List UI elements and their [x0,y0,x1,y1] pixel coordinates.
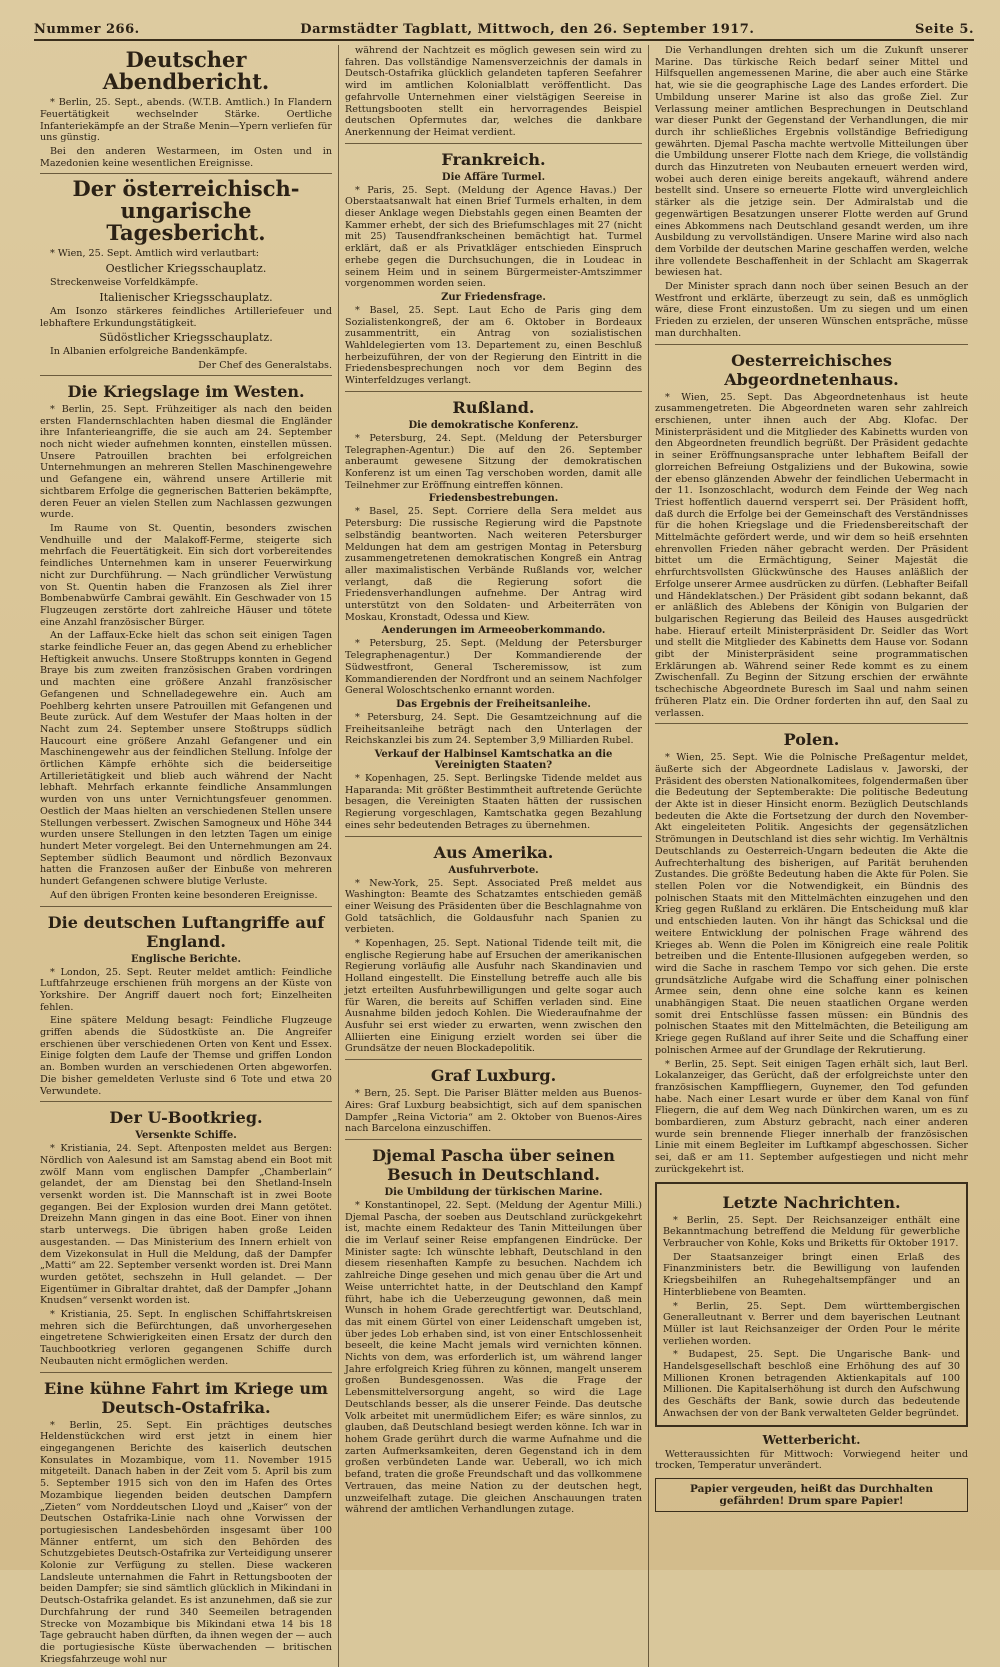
headline-luxburg: Graf Luxburg. [430,1066,557,1086]
article-text: * Basel, 25. Sept. Corriere della Sera meldet aus Petersburg: Die russische Regierung wird die Papstnote selbständig beantworten. Nach weiteren Petersburger Meldungen hat dem am gestrigen Montag in Petersburg zusammengetretenen demokratischen Kongreß ein Antrag aller maximalistischen Verbände Rußlands vor, welcher verlangt, daß die Regierung sofort die Friedensverhandlungen aufnehme. Der Antrag wird unterstützt von den Soldaten- und Arbeiterräten von Moskau, Kronstadt, Odessa und Kiew. [345,506,642,623]
headline-kuehne-fahrt: Eine kühne Fahrt im Kriege um Deutsch-Ostafrika. [44,1378,328,1417]
headline-oesterreich: Der österreichisch-ungarische Tagesbericht. [72,176,300,246]
article-text: * Bern, 25. Sept. Die Pariser Blätter melden aus Buenos-Aires: Graf Luxburg beabsichtigt, sich auf dem spanischen Dampfer „Reina Victoria“ am 2. Oktober von Buenos-Aires nach Barcelona einzuschiffen. [345,1088,642,1135]
headline-abendbericht: Deutscher Abendbericht. [102,47,270,95]
issue-number: Nummer 266. [34,22,140,37]
headline-amerika: Aus Amerika. [433,842,554,862]
article-text: Im Raume von St. Quentin, besonders zwischen Vendhuille und der Malakoff-Ferme, steigerte sich mehrfach die Feuertätigkeit. Ein sich dort vorbereitendes feindliches Unternehmen kam in unserer Feuerwirkung nicht zur Durchführung. — Nach gründlicher Verwüstung von St. Quentin haben die Franzosen als Ziel ihrer Bombenabwürfe Cambrai gewählt. Ein Geschwader von 15 Flugzeugen zerstörte dort zahlreiche Häuser und tötete eine Anzahl französischer Bürger. [40,523,332,628]
article-text: Der Minister sprach dann noch über seinen Besuch an der Westfront und erklärte, überzeugt zu sein, daß es unmöglich wäre, diese Front einzustoßen. Um zu siegen und um einen Frieden zu erzielen, der unseren Wünschen entspräche, müsse man durchhalten. [655,281,968,339]
article-text: * Basel, 25. Sept. Laut Echo de Paris ging dem Sozialistenkongreß, der am 6. Oktober in Bordeaux zusammentritt, ein Antrag von sozialistischen Wahldelegierten vom 13. Departement zu, einen Beschluß herbeizuführen, der von der Regierung den Eintritt in die Friedensbesprechungen noch vor dem Beginn des Winterfeldzuges verlangt. [345,304,642,387]
signature: Der Chef des Generalstabs. [198,359,332,371]
article-text: * Kristiania, 25. Sept. In englischen Schiffahrtskreisen mehren sich die Befürchtungen, daß unvorhergesehen eingetretene Schwierigkeiten einen Ersatz der durch den Tauchbootkrieg verloren gegangenen Schiffe durch Neubauten nicht ermöglichen werden. [40,1309,332,1367]
article-text: Die Verhandlungen drehten sich um die Zukunft unserer Marine. Das türkische Reich bedarf seiner Mittel und Hilfsquellen angemessenen Marine, die aber auch eine Stärke hat, wie sie die geographische Lage des Landes erfordert. Die Umbildung unserer Marine ist also das große Ziel. Zur Verlassung meiner amtlichen Besprechungen in Deutschland war dieser Punkt der Gegenstand der Verhandlungen, die mir durch ihr schließliches Ergebnis vollständige Befriedigung gewährten. Djemal Pascha machte wertvolle Mitteilungen über die Umbildung unserer Flotte nach dem Kriege, die vollständig durch das Hinzutreten von Neubauten erneuert werden wird, wobei auch deren einige bereits angekauft, während andere bestellt sind. Unsere so erneuerte Flotte wird unvergleichlich stärker als die jetzige sein. Der Admiralstab und die gegenwärtigen Besatzungen unserer Flotte werden auf Grund eines Abkommens nach Deutschland gesandt werden, um ihre Ausbildung zu vervollständigen. Unsere Marine wird also nach dem Vorbilde der deutschen Marine geschaffen werden, welche ihre vollendete Beschaffenheit in der Schlacht am Skagerrak bewiesen hat. [655,45,968,279]
article-text: * Berlin, 25. Sept. Seit einigen Tagen erhält sich, laut Berl. Lokalanzeiger, das Gerücht, daß der erfolgreichste unter den französischen Kampffliegern, Guynemer, den Tod gefunden habe. Nach einer Lesart wurde er über dem Kanal von fünf Fliegern, die auf dem Weg nach Dünkirchen waren, um es zu bombardieren, zum Absturz gebracht, nach einer anderen wurde sein brennende Flieger innerhalb der französischen Linie mit einem Begleiter im Luftkampf abgeschossen. Sicher sei, daß er am 11. September aufgestiegen und nicht mehr zurückgekehrt ist. [655,1058,968,1175]
headline-ubootkrieg: Der U-Bootkrieg. [109,1108,263,1128]
article-text: * Berlin, 25. Sept. Dem württembergischen Generalleutnant v. Berrer und dem bayerischen Leutnant Müller ist laut Reichsanzeiger der Orden Pour le mérite verliehen worden. [663,1300,960,1347]
subhead: Das Ergebnis der Freiheitsanleihe. [396,698,591,710]
article-text: * Berlin, 25. Sept. Der Reichsanzeiger enthält eine Bekanntmachung betreffend die Meldung für gewerbliche Verbraucher von Kohle, Koks und Briketts für Oktober 1917. [663,1214,960,1249]
article-text: Wetteraussichten für Mittwoch: Vorwiegend heiter und trocken, Temperatur unverändert. [655,1448,968,1472]
article-text: * Budapest, 25. Sept. Die Ungarische Bank- und Handelsgesellschaft beschloß eine Erhöhung des auf 30 Millionen Kronen betragenden Aktienkapitals auf 100 Millionen. Die Kapitalserhöhung ist durch den Aufschwung des Geschäfts der Bank, sowie durch das bedeutende Anwachsen der von der Bank verwalteten Gelder begründet. [663,1349,960,1419]
headline-kriegslage: Die Kriegslage im Westen. [67,381,305,401]
subhead: Die Umbildung der türkischen Marine. [384,1186,603,1198]
article-text: Bei den anderen Westarmeen, im Osten und in Mazedonien keine wesentlichen Ereignisse. [40,145,332,169]
article-text: Eine spätere Meldung besagt: Feindliche Flugzeuge griffen abends die Südostküste an. Die Angreifer erschienen über verschiedenen Orten von Kent und Essex. Einige folgten dem Laufe der Themse und griffen London an. Bomben wurden an verschiedenen Orten abgeworfen. Die bisher gemeldeten Verluste sind 6 Tote und etwa 20 Verwundete. [40,1015,332,1097]
article-text: An der Laffaux-Ecke hielt das schon seit einigen Tagen starke feindliche Feuer an, das gegen Abend zu erheblicher Heftigkeit anwuchs. Unsere Stoßtrupps konnten in Gegend Braye bis zum zweiten französischen Graben vordringen und machten eine größere Anzahl französischer Gefangenen und Schnelladegewehre ein. Auch am Poehlberg kehrten unsere Patrouillen mit Gefangenen und Beute zurück. Auf dem Westufer der Maas holten in der Nacht zum 24. September unsere Stoßtrupps südlich Haucourt eine größere Anzahl Gefangener und ein Maschinengewehr aus der feindlichen Stellung. Infolge der örtlichen Kämpfe erhöhte sich die beiderseitige Artillerietätigkeit und blieb auch während der Nacht lebhaft. Mehrfach erkannte feindliche Ansammlungen wurden von uns unter Vernichtungsfeuer genommen. Oestlich der Maas hielten an verschiedenen Stellen unsere Stellungen verbessert. Zwischen Samogneux und Höhe 344 wurden unsere Stellungen in den letzten Tagen um einige hundert Meter vorgelegt. Bei den Unternehmungen am 24. September südlich Beaumont und nördlich Bezonvaux hatten die Franzosen außer der Einbuße von mehreren hundert Gefangenen schwere blutige Verluste. [40,630,332,888]
article-text: * Petersburg, 25. Sept. (Meldung der Petersburger Telegraphenagentur.) Der Kommandierende der Südwestfront, General Tscheremissow, ist zum Kommandierenden der Nordfront und an seinem Nachfolger General Woloschtschenko ernannt worden. [345,638,642,697]
article-text: * Wien, 25. Sept. Das Abgeordnetenhaus ist heute zusammengetreten. Die Abgeordneten waren sehr zahlreich erschienen, unter ihnen auch der Abg. Klofac. Der Ministerpräsident und die Mitglieder des Kabinetts wurden von den Abgeordneten freundlich begrüßt. Der Präsident gedachte in seiner Eröffnungsansprache unter lebhaftem Beifall der glorreichen Befreiung Ostgaliziens und der Bukowina, sowie der ebenso glänzenden Abwehr der feindlichen Uebermacht in der 11. Isonzoschlacht, wodurch dem Feinde der Weg nach Triest hoffentlich dauernd versperrt sei. Der Präsident hofft, daß durch die Erfolge bei der Gemeinschaft des Verständnisses für die hohen Kriegslage und die Friedensbereitschaft der Mittelmächte gefördert werde, und wir dem so heiß ersehnten ehrenvollen Frieden näher gebracht werden. Der Präsident bittet um die Ermächtigung, Seiner Majestät die ehrfurchtsvollsten Glückwünsche des Hauses anläßlich der Erfolge unserer Armee ausdrücken zu dürfen. (Lebhafter Beifall und Händeklatschen.) Der Präsident gibt sodann bekannt, daß er anläßlich des Ablebens der Königin von Bulgarien der bulgarischen Regierung das Beileid des Hauses ausgedrückt habe. Hierauf erteilt Ministerpräsident Dr. Seidler das Wort und stellt die Mitglieder des Kabinetts dem Hause vor. Sodann gibt der Ministerpräsident seine programmatischen Erklärungen ab. Während seiner Rede kommt es zu einem Zwischenfall. Zu Beginn der Sitzung erschien der erwähnte tschechische Abgeordnete Buresch im Saal und nahm seinen früheren Platz ein. Die Ordner forderten ihn auf, den Saal zu verlassen. [655,391,968,719]
article-text: * Berlin, 25. Sept. Frühzeitiger als nach den beiden ersten Flandernschlachten haben diesmal die Engländer ihre Infanterieangriffe, die sie auch am 24. September noch nicht wieder aufnehmen konnten, einstellen müssen. Unsere Patrouillen brachten bei erfolgreichen Unternehmungen an mehreren Stellen Maschinengewehre und Gefangene ein, während unsere Artillerie mit sichtbarem Erfolge die gegnerischen Batterien bekämpfte, deren Feuer an vielen Stellen zum Nachlassen gezwungen wurde. [40,403,332,521]
article-text: Auf den übrigen Fronten keine besonderen Ereignisse. [50,889,318,901]
article-text: In Albanien erfolgreiche Bandenkämpfe. [50,346,248,358]
headline-djemal: Djemal Pascha über seinen Besuch in Deutschland. [372,1145,615,1184]
subhead: Italienischer Kriegsschauplatz. [99,290,273,304]
headline-frankreich: Frankreich. [441,149,546,169]
masthead [34,22,974,41]
article-text: Der Staatsanzeiger bringt einen Erlaß des Finanzministers betr. die Bewilligung von laufenden Kriegsbeihilfen an Ruhegehaltsempfänger und an Hinterbliebene von Beamten. [663,1251,960,1298]
column-1 [34,45,339,1667]
subhead: Zur Friedensfrage. [441,291,546,303]
article-text: * New-York, 25. Sept. Associated Preß meldet aus Washington: Beamte des Schatzamtes entschieden gemäß einer Weisung des Präsidenten über die Beschlagnahme von Gold tatsächlich, die Goldausfuhr nach Spanien zu verbieten. [345,877,642,936]
headline-russland: Rußland. [452,397,535,417]
paper-saving-notice: Papier vergeuden, heißt das Durchhalten gefährden! Drum spare Papier! [655,1478,968,1512]
column-2 [339,45,649,1667]
subhead: Ausfuhrverbote. [448,864,539,876]
headline-abgeordnetenhaus: Oesterreichisches Abgeordnetenhaus. [724,350,899,389]
subhead: Aenderungen im Armeeoberkommando. [381,625,606,637]
subhead: Versenkte Schiffe. [135,1130,237,1142]
subhead: Oestlicher Kriegsschauplatz. [105,262,267,276]
subhead: Die Affäre Turmel. [441,171,546,183]
article-text: * Petersburg, 24. Sept. (Meldung der Petersburger Telegraphen-Agentur.) Die auf den 26. September anberaumt gewesene Sitzung der demokratischen Konferenz ist um einen Tag verschoben worden, damit alle Teilnehmer zur Eröffnung eintreffen können. [345,432,642,491]
subhead: Die demokratische Konferenz. [408,419,579,431]
article-text: während der Nachtzeit es möglich gewesen sein wird zu fahren. Das vollständige Namensverzeichnis der damals in Deutsch-Ostafrika glücklich gelandeten tapferen Seefahrer wird im amtlichen Kolonialblatt veröffentlicht. Das gefahrvolle Unternehmen einer vielstägigen Seereise in Rettungsbooten stellt ein hervorragendes Beispiel deutschen Opfermutes dar, welches die dankbare Anerkennung der Heimat verdient. [345,45,642,138]
article-text: * Wien, 25. Sept. Wie die Polnische Preßagentur meldet, äußerte sich der Abgeordnete Ladislaus v. Jaworski, der Präsident des obersten Nationalkomitees, folgendermaßen über die Bedeutung der Septemberakte: Die politische Bedeutung der Akte ist in dieser Hinsicht enorm. Bezüglich Deutschlands bedeuten die Akte die Fortsetzung der durch den November-Akt eingeleiteten Politik. Angesichts der gegensätzlichen Strömungen in Deutschland ist dies sehr wichtig. Im Verhältnis Deutschlands zu Oesterreich-Ungarn bedeuten die Akte die Aufrechterhaltung des bisherigen, auf Parität beruhenden Zustandes. Die größte Bedeutung haben die Akte für Polen. Sie stellen Polen vor die Notwendigkeit, ein Bündnis des polnischen Staats mit den Mittelmächten einzugehen und den Krieg gegen Rußland zu erklären. Die Entscheidung muß klar und entschieden lauten. Von ihr hängt das Schicksal und die weitere Entwicklung der polnischen Frage während des Krieges ab. Wenn die Polen im Königreich eine reale Politik betreiben und die Entente-Illusionen aufgegeben werden, so wird die Sache in raschem Tempo vor sich gehen. Die erste grundsätzliche Aufgabe wird die Schaffung einer polnischen Armee sein, denn ohne eine solche kann es keinen unabhängigen Staat. Die neuen staatlichen Organe werden somit drei Entschlüsse fassen müssen: ein Bündnis des polnischen Staates mit den Mittelmächten, die Beteiligung am Kriege gegen Rußland auf ihrer Seite und die Schaffung einer polnischen Armee auf der Grundlage der Rekrutierung. [655,752,968,1056]
article-text: * Konstantinopel, 22. Sept. (Meldung der Agentur Milli.) Djemal Pascha, der soeben aus Deutschland zurückgekehrt ist, machte einem Redakteur des Tanin Mitteilungen über die im Verlauf seiner Reise empfangenen Eindrücke. Der Minister sagte: Ich wünschte lebhaft, Deutschland in den diesem riesenhaften Kampfe zu besuchen. Nachdem ich zahlreiche Dinge gesehen und mich genau über die Art und Weise unterrichtet hatte, in der Deutschland den Kampf führt, habe ich die Ueberzeugung gewonnen, daß mein Wunsch in hohem Grade gerechtfertigt war. Deutschland, das mit einem Gürtel von einer Leidenschaft umgeben ist, über jedes Lob erhaben sind, ist von einer Entschlossenheit beseelt, die keine Macht jemals wird vernichten können. Nichts von dem, was erforderlich ist, um während langer Jahre erfolgreich Krieg führen zu können, mangelt unserem großen Bundesgenossen. Was die Frage der Lebensmittelversorgung angeht, so wird die Lage Deutschlands besser, als die unserer Feinde. Das deutsche Volk arbeitet mit unermüdlichem Eifer; es wäre sinnlos, zu glauben, daß Deutschland besiegt werden könne. Ich war in hohem Grade gerührt durch die warme Aufnahme und die zarten Aufmerksamkeiten, deren Gegenstand ich in dem großen verbündeten Lande war. Ueberall, wo ich mich befand, traten die große Freundschaft und das vollkommene Vertrauen, das meine Nation zu der deutschen hegt, unzweifelhaft zutage. Die gleichen Anschauungen traten während der amtlichen Verhandlungen zutage. [345,1199,642,1516]
article-text: Am Isonzo stärkeres feindliches Artilleriefeuer und lebhaftere Erkundungstätigkeit. [40,305,332,329]
paper-title: Darmstädter Tagblatt, Mittwoch, den 26. September 1917. [300,22,755,37]
article-text: * Petersburg, 24. Sept. Die Gesamtzeichnung auf die Freiheitsanleihe beträgt nach den Unterlagen der Reichskanzlei bis zum 24. September 3,9 Milliarden Rubel. [345,711,642,747]
subhead: Südöstlicher Kriegsschauplatz. [99,331,273,345]
article-text: Streckenweise Vorfeldkämpfe. [50,277,199,289]
column-3 [649,45,974,1667]
article-text: * Berlin, 25. Sept., abends. (W.T.B. Amtlich.) In Flandern Feuertätigkeit wechselnder Stärke. Oertliche Infanteriekämpfe an der Straße Menin—Ypern verliefen für uns günstig. [40,97,332,144]
article-text: * Wien, 25. Sept. Amtlich wird verlautbart: [50,248,259,260]
article-text: * Berlin, 25. Sept. Ein prächtiges deutsches Heldenstückchen wird erst jetzt in einem hier eingegangenen Berichte des kaiserlich deutschen Konsulates in Mozambique, vom 11. November 1915 mitgeteilt. Danach haben in der Zeit vom 5. April bis zum 5. September 1915 sich von den im Hafen des Ortes Mozambique liegenden beiden deutschen Dampfern „Zieten“ vom Norddeutschen Lloyd und „Kaiser“ von der Deutschen Ostafrika-Linie nach ohne Vorwissen der portugiesischen Landesbehörden insgesamt über 100 Männer entfernt, um sich den Behörden des Schutzgebietes Deutsch-Ostafrika zur Verteidigung unserer Kolonie zur Verfügung zu stellen. Diese wackeren Landsleute unternahmen die Fahrt in Rettungsbooten der beiden Dampfer; sie sind sämtlich glücklich in Mikindani in Deutsch-Ostafrika gelandet. Es ist anzunehmen, daß sie zur Durchfahrung der rund 340 Seemeilen betragenden Strecke von Mozambique bis Mikindani etwa 14 bis 18 Tage gebraucht haben dürften, da ihnen wegen der — auch die portugiesische Küste überwachenden — britischen Kriegsfahrzeuge wohl nur [40,1419,332,1665]
article-text: * London, 25. Sept. Reuter meldet amtlich: Feindliche Luftfahrzeuge erschienen früh morgens an der Küste von Yorkshire. Der Angriff dauert noch fort; Einzelheiten fehlen. [40,966,332,1013]
headline-polen: Polen. [783,730,840,750]
headline-letzte-nachrichten: Letzte Nachrichten. [722,1192,901,1212]
article-text: * Kopenhagen, 25. Sept. National Tidende teilt mit, die englische Regierung habe auf Ersuchen der amerikanischen Regierung vorläufig alle Ausfuhr nach Skandinavien und Holland eingestellt. Die Einstellung betreffe auch alle bis jetzt erteilten Ausfuhrbewilligungen und gelte sogar auch für Waren, die bereits auf Schiffen verladen sind. Eine Ausnahme bilden jedoch Kohlen. Die Wiederaufnahme der Ausfuhr sei erst wieder zu erwarten, wenn zwischen den Alliierten eine Einigung erzielt worden sei über die Grundsätze der neuen Blockadepolitik. [345,938,642,1055]
subhead: Verkauf der Halbinsel Kamtschatka an die Vereinigten Staaten? [374,749,613,772]
headline-luftangriffe: Die deutschen Luftangriffe auf England. [47,912,325,951]
article-text: * Kristiania, 24. Sept. Aftenposten meldet aus Bergen: Nördlich von Aalesund ist am Samstag abend ein Boot mit zwölf Mann vom englischen Dampfer „Chamberlain“ gelandet, der am Dienstag bei den Shetland-Inseln versenkt worden ist. Die Mannschaft ist in zwei Boote gegangen. Bei der Explosion wurden drei Mann getötet. Dreizehn Mann gingen in das eine Boot. Einer von ihnen starb unterwegs. Die übrigen haben große Leiden ausgestanden. — Das Ministerium des Innern erhielt von dem Vizekonsulat in Hull die Meldung, daß der Dampfer „Matti“ am 22. September versenkt worden ist. Drei Mann wurden getötet, sechszehn in Hull gelandet. — Der Eigentümer in Gibraltar drahtet, daß der Dampfer „Johann Knudsen“ versenkt worden ist. [40,1143,332,1307]
headline-wetterbericht: Wetterbericht. [762,1432,861,1447]
subhead: Friedensbestrebungen. [428,493,559,505]
article-text: * Kopenhagen, 25. Sept. Berlingske Tidende meldet aus Haparanda: Mit größter Bestimmtheit auftretende Gerüchte besagen, die Vereinigten Staaten hätten der russischen Regierung vorgeschlagen, Kamtschatka gegen Bezahlung eines sehr bedeutenden Betrages zu übernehmen. [345,773,642,831]
page-number: Seite 5. [915,22,974,37]
article-text: * Paris, 25. Sept. (Meldung der Agence Havas.) Der Oberstaatsanwalt hat einen Brief Turmels erhalten, in dem dieser Anklage wegen Diebstahls gegen einen Beamten der Kammer erhebt, der sich des Briefumschlages mit 27 (nicht mit 25) Tausendfrankscheinen bemächtigt hat. Turmel erklärt, daß er als Privatkläger entschieden Einspruch erhebe gegen die Durchsuchungen, die in Loudeac in seinem Heim und in seinem Bürgermeister-Amtszimmer vorgenommen worden seien. [345,184,642,290]
latest-news-box [655,1182,968,1427]
subhead: Englische Berichte. [130,953,242,965]
